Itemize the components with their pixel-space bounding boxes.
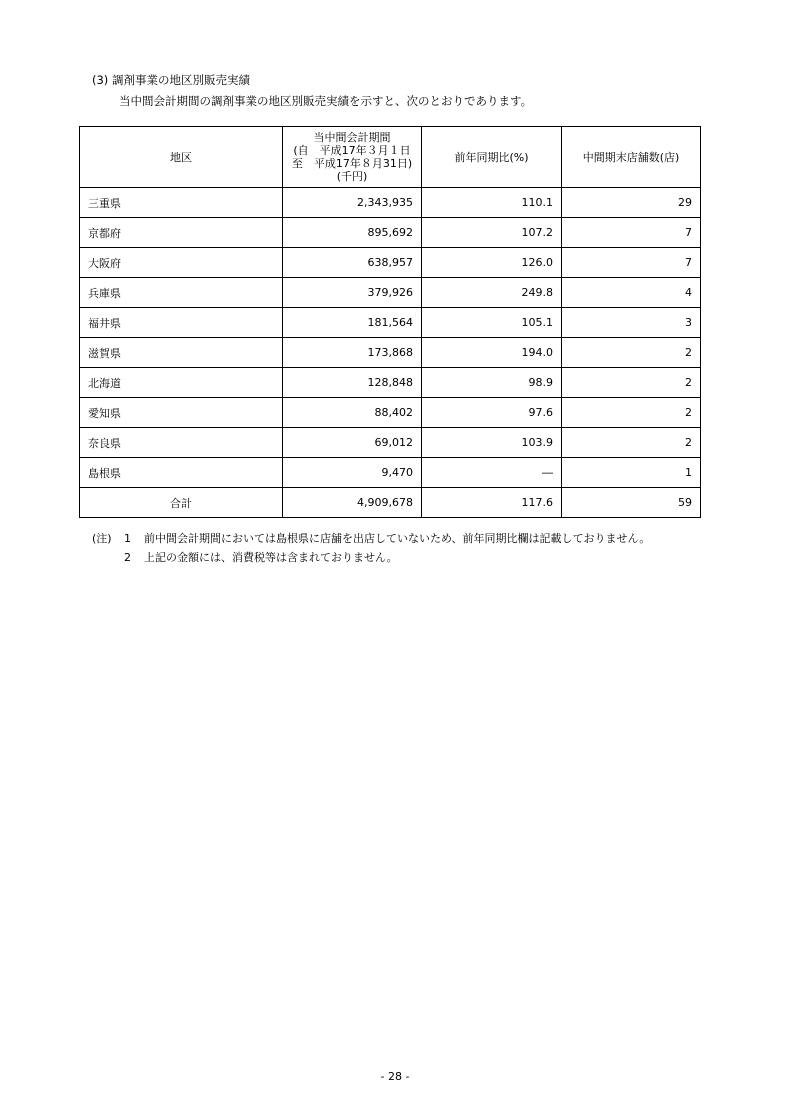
note-number: 2 (124, 551, 131, 564)
region-cell: 北海道 (80, 368, 283, 398)
table-row (80, 278, 701, 308)
sales-cell: 9,470 (283, 458, 422, 488)
section-title: (3) 調剤事業の地区別販売実績 (92, 73, 250, 87)
table-row (80, 428, 701, 458)
sales-cell: 69,012 (283, 428, 422, 458)
table-row (80, 218, 701, 248)
note-item (92, 548, 650, 567)
yoy-cell: ― (422, 458, 562, 488)
region-cell: 奈良県 (80, 428, 283, 458)
yoy-cell: 97.6 (422, 398, 562, 428)
header-sales (283, 127, 422, 188)
table-row (80, 368, 701, 398)
table-row (80, 248, 701, 278)
sales-cell: 173,868 (283, 338, 422, 368)
region-cell: 島根県 (80, 458, 283, 488)
region-cell: 三重県 (80, 188, 283, 218)
stores-cell: 4 (562, 278, 701, 308)
table-header-row (80, 127, 701, 188)
region-cell: 滋賀県 (80, 338, 283, 368)
table-row (80, 338, 701, 368)
notes-label: (注) (92, 532, 112, 545)
sales-cell: 88,402 (283, 398, 422, 428)
region-cell: 福井県 (80, 308, 283, 338)
region-cell: 大阪府 (80, 248, 283, 278)
yoy-cell: 107.2 (422, 218, 562, 248)
yoy-cell: 98.9 (422, 368, 562, 398)
notes (92, 529, 650, 567)
page-number: - 28 - (380, 1070, 410, 1083)
header-yoy: 前年同期比(%) (422, 127, 562, 188)
total-row (80, 488, 701, 518)
total-yoy: 117.6 (422, 488, 562, 518)
yoy-cell: 110.1 (422, 188, 562, 218)
table-row (80, 188, 701, 218)
stores-cell: 2 (562, 428, 701, 458)
region-cell: 兵庫県 (80, 278, 283, 308)
total-sales: 4,909,678 (283, 488, 422, 518)
note-number: 1 (124, 532, 131, 545)
note-text: 前中間会計期間においては島根県に店舗を出店していないため、前年同期比欄は記載しておりません。 (144, 532, 651, 545)
header-region: 地区 (80, 127, 283, 188)
stores-cell: 29 (562, 188, 701, 218)
header-sales-line2: (自 平成17年３月１日 (293, 144, 411, 157)
note-text: 上記の金額には、消費税等は含まれておりません。 (144, 551, 398, 564)
stores-cell: 2 (562, 398, 701, 428)
stores-cell: 7 (562, 218, 701, 248)
stores-cell: 7 (562, 248, 701, 278)
sales-cell: 379,926 (283, 278, 422, 308)
note-item (92, 529, 650, 548)
sales-cell: 638,957 (283, 248, 422, 278)
total-stores: 59 (562, 488, 701, 518)
stores-cell: 1 (562, 458, 701, 488)
table-row (80, 458, 701, 488)
stores-cell: 2 (562, 368, 701, 398)
yoy-cell: 126.0 (422, 248, 562, 278)
intro-text: 当中間会計期間の調剤事業の地区別販売実績を示すと、次のとおりであります。 (119, 94, 533, 108)
sales-cell: 2,343,935 (283, 188, 422, 218)
sales-cell: 895,692 (283, 218, 422, 248)
region-cell: 愛知県 (80, 398, 283, 428)
table-row (80, 398, 701, 428)
total-label: 合計 (80, 488, 283, 518)
stores-cell: 3 (562, 308, 701, 338)
header-stores: 中間期末店舗数(店) (562, 127, 701, 188)
table-row (80, 308, 701, 338)
sales-cell: 128,848 (283, 368, 422, 398)
yoy-cell: 249.8 (422, 278, 562, 308)
sales-cell: 181,564 (283, 308, 422, 338)
yoy-cell: 105.1 (422, 308, 562, 338)
header-sales-line3: 至 平成17年８月31日) (291, 157, 413, 170)
yoy-cell: 103.9 (422, 428, 562, 458)
header-sales-line4: (千円) (336, 170, 368, 183)
yoy-cell: 194.0 (422, 338, 562, 368)
region-cell: 京都府 (80, 218, 283, 248)
header-sales-line1: 当中間会計期間 (313, 131, 391, 144)
regional-sales-table (79, 126, 701, 518)
stores-cell: 2 (562, 338, 701, 368)
